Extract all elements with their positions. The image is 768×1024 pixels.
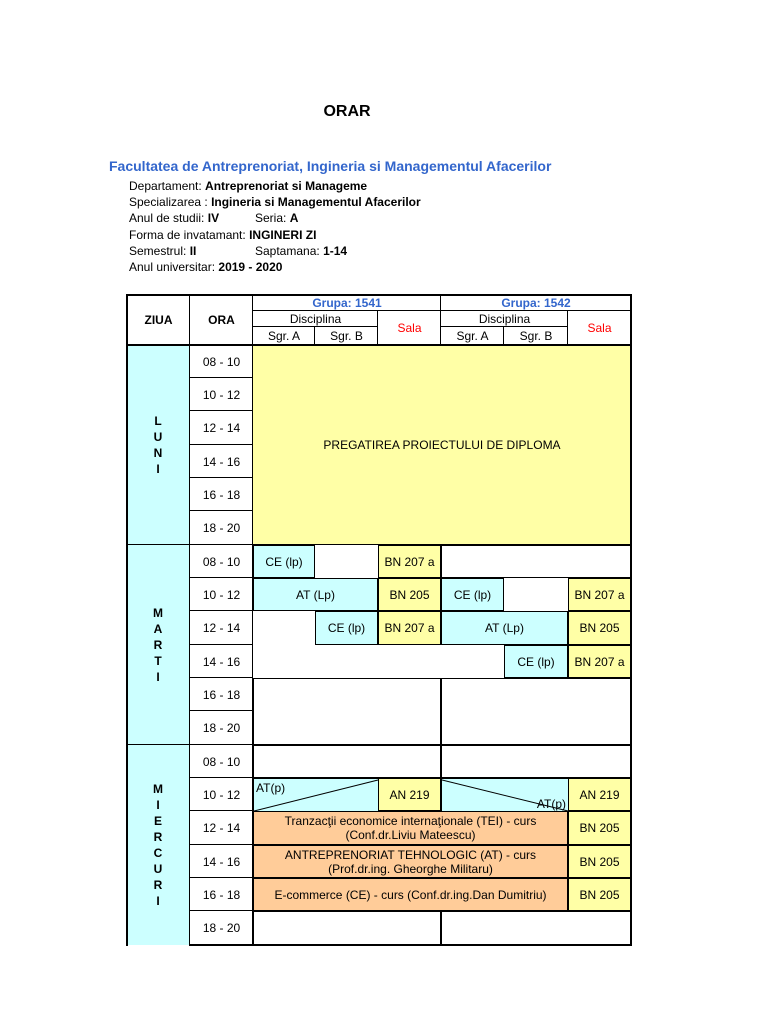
header-ziua: ZIUA — [144, 313, 173, 327]
table-border-right — [630, 294, 632, 946]
day-letter: N — [153, 446, 163, 460]
hour-line — [190, 844, 253, 845]
saptamana-label: Saptamana: — [255, 244, 320, 258]
forma-label: Forma de invatamant: — [129, 228, 246, 242]
page-title: ORAR — [323, 103, 371, 120]
header-line-disciplina-2 — [441, 326, 568, 327]
hour-miercuri-3: 12 - 14 — [202, 821, 241, 835]
hour-marti-3: 12 - 14 — [202, 621, 241, 635]
hour-line — [190, 677, 253, 678]
course-line-2: (Prof.dr.ing. Gheorghe Militaru) — [328, 861, 493, 876]
course-line-2: (Conf.dr.Liviu Mateescu) — [345, 828, 476, 842]
miercuri-r3-course — [253, 811, 568, 845]
hour-luni-5: 16 - 18 — [202, 487, 241, 502]
miercuri-r2-g1-label: AT(p) — [256, 781, 286, 795]
marti-r3-g1-b: CE (lp) — [315, 611, 378, 645]
hour-luni-4: 14 - 16 — [202, 454, 241, 469]
miercuri-r6-g1-empty — [253, 911, 441, 945]
miercuri-r1-g2-empty — [441, 745, 631, 778]
col-line-ora — [252, 294, 253, 946]
day-letter: I — [156, 670, 160, 684]
an-label: Anul de studii: — [129, 211, 205, 225]
luni-diploma-block: PREGATIREA PROIECTULUI DE DIPLOMA — [253, 345, 631, 545]
day-letter: I — [156, 462, 160, 476]
marti-r1-g1-sala: BN 207 a — [378, 545, 441, 578]
day-letter: M — [153, 606, 163, 620]
day-letter: R — [153, 878, 163, 892]
hour-marti-1: 08 - 10 — [202, 554, 241, 569]
header-sgr-b-1: Sgr. B — [330, 329, 363, 343]
day-letter: M — [153, 782, 163, 796]
header-sgr-b-2: Sgr. B — [519, 329, 553, 343]
saptamana-value: 1-14 — [323, 244, 348, 258]
forma-value: INGINERI ZI — [249, 228, 317, 242]
hour-line — [190, 610, 253, 611]
day-letter: C — [153, 846, 163, 860]
an-value: IV — [207, 211, 220, 225]
anuniv-label: Anul universitar: — [129, 260, 216, 274]
miercuri-r4-sala: BN 205 — [568, 845, 631, 878]
day-letter: U — [153, 862, 163, 876]
header-line-sala-2 — [567, 310, 568, 345]
header-sgr-a-1: Sgr. A — [267, 329, 301, 343]
hour-line — [190, 810, 253, 811]
marti-r4-g2-sala: BN 207 a — [568, 645, 631, 678]
miercuri-r2-g2-label: AT(p) — [536, 797, 566, 811]
header-sgr-a-2: Sgr. A — [456, 329, 489, 343]
header-line-sala-1 — [377, 310, 378, 345]
hour-line — [190, 644, 253, 645]
day-letter: R — [153, 830, 163, 844]
marti-r3-g2-ab: AT (Lp) — [441, 611, 568, 645]
hour-line — [190, 710, 253, 711]
hour-miercuri-5: 16 - 18 — [202, 887, 241, 902]
table-border-left — [126, 294, 128, 946]
departament-label: Departament: — [129, 179, 202, 193]
hour-luni-3: 12 - 14 — [202, 421, 241, 435]
hour-line — [190, 910, 253, 911]
day-letter: R — [153, 638, 163, 652]
marti-g1-empty-frame — [253, 678, 441, 745]
hour-miercuri-1: 08 - 10 — [202, 754, 241, 769]
header-group-1541: Grupa: 1541 — [312, 296, 382, 310]
hour-luni-1: 08 - 10 — [202, 354, 241, 369]
header-line-sgr-1 — [314, 326, 315, 345]
day-letter: I — [156, 798, 160, 812]
header-disciplina-2: Disciplina — [478, 312, 531, 326]
specializare-value: Ingineria si Managementul Afacerilor — [211, 195, 421, 209]
header-sala-2: Sala — [587, 321, 612, 335]
day-letter: T — [154, 654, 162, 668]
marti-r2-g2-sala: BN 207 a — [568, 578, 631, 611]
hour-marti-2: 10 - 12 — [202, 587, 241, 602]
hour-line — [190, 510, 253, 511]
miercuri-r5-course: E-commerce (CE) - curs (Conf.dr.ing.Dan Dumitriu) — [253, 878, 568, 911]
hour-line — [190, 577, 253, 578]
semestru-label: Semestrul: — [129, 244, 187, 258]
seria-label: Seria: — [255, 211, 287, 225]
day-label-luni — [127, 345, 189, 545]
table-border-top — [126, 294, 632, 296]
anuniv-value: 2019 - 2020 — [218, 260, 283, 274]
hour-marti-6: 18 - 20 — [202, 721, 241, 735]
header-sala-1: Sala — [397, 321, 422, 335]
marti-r1-g1-a: CE (lp) — [253, 545, 315, 578]
marti-r3-g2-sala: BN 205 — [568, 611, 631, 645]
hour-line — [190, 877, 253, 878]
hour-line — [190, 477, 253, 478]
day-letter: L — [154, 414, 162, 428]
course-line-1: Tranzacţii economice internaţionale (TEI) - curs — [284, 814, 537, 828]
marti-r2-g1-ab: AT (Lp) — [253, 578, 378, 611]
hour-miercuri-4: 14 - 16 — [202, 854, 241, 869]
marti-r2-g1-sala: BN 205 — [378, 578, 441, 611]
hour-marti-4: 14 - 16 — [202, 654, 241, 669]
day-label-marti — [127, 545, 189, 745]
day-letter: U — [153, 430, 163, 444]
header-line-disciplina-1 — [253, 326, 378, 327]
specializare-label: Specializarea : — [129, 195, 208, 209]
day-label-miercuri — [127, 745, 189, 945]
marti-r4-g2-b: CE (lp) — [504, 645, 568, 678]
miercuri-r3-sala: BN 205 — [568, 811, 631, 845]
marti-g2-empty-frame — [441, 678, 631, 745]
header-line-sgr-2 — [503, 326, 504, 345]
header-bottom-line — [126, 344, 632, 346]
hour-line — [190, 410, 253, 411]
semestru-value: II — [189, 244, 197, 258]
hour-line — [190, 377, 253, 378]
header-line-group — [253, 310, 631, 311]
miercuri-r2-g1-sala: AN 219 — [378, 778, 441, 811]
hour-miercuri-6: 18 - 20 — [202, 921, 241, 935]
hour-miercuri-2: 10 - 12 — [202, 787, 241, 802]
marti-r2-g2-a: CE (lp) — [441, 578, 504, 611]
miercuri-r2-g2 — [441, 778, 570, 813]
hour-luni-2: 10 - 12 — [202, 387, 241, 402]
day-letter: I — [156, 894, 160, 908]
hour-marti-5: 16 - 18 — [202, 687, 241, 702]
marti-r3-g1-sala: BN 207 a — [378, 611, 441, 645]
hour-line — [190, 777, 253, 778]
departament-value: Antreprenoriat si Manageme — [205, 179, 368, 193]
miercuri-r2-g2-sala: AN 219 — [568, 778, 631, 811]
miercuri-r1-g1-empty — [253, 745, 441, 778]
header-group-1542: Grupa: 1542 — [501, 296, 571, 310]
header-ora: ORA — [208, 313, 235, 327]
miercuri-r2-g1 — [253, 778, 380, 813]
header-disciplina-1: Disciplina — [289, 312, 342, 326]
miercuri-r4-course — [253, 845, 568, 878]
day-letter: A — [153, 622, 163, 636]
seria-value: A — [289, 211, 299, 225]
col-line-group-split — [440, 294, 441, 345]
course-line-1: ANTREPRENORIAT TEHNOLOGIC (AT) - curs — [284, 847, 537, 862]
col-line-ziua — [189, 294, 190, 946]
hour-line — [190, 444, 253, 445]
miercuri-r5-sala: BN 205 — [568, 878, 631, 911]
day-letter: E — [153, 814, 162, 828]
faculty-name: Facultatea de Antreprenoriat, Ingineria si Managementul Afacerilor — [109, 158, 552, 174]
miercuri-r6-g2-empty — [441, 911, 631, 945]
marti-g2-r1-empty — [441, 545, 631, 578]
hour-luni-6: 18 - 20 — [202, 521, 241, 535]
